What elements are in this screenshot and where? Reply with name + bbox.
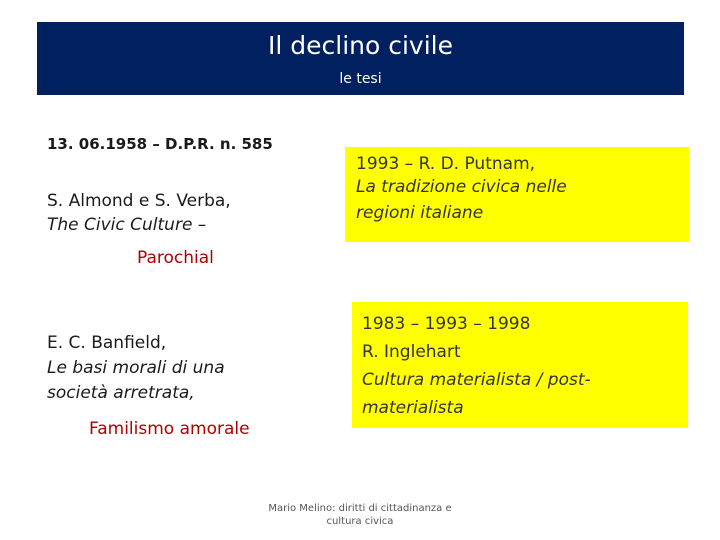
putnam-box <box>345 147 689 242</box>
banfield-book-line2: società arretrata, <box>47 383 195 403</box>
slide-subtitle: le tesi <box>339 71 382 87</box>
putnam-line1: 1993 – R. D. Putnam, <box>356 154 536 174</box>
inglehart-line4: materialista <box>362 398 464 418</box>
slide-footer <box>255 502 465 528</box>
almond-concept: Parochial <box>137 248 214 268</box>
inglehart-line1: 1983 – 1993 – 1998 <box>362 314 531 334</box>
banfield-book-line1: Le basi morali di una <box>47 358 225 378</box>
inglehart-line2: R. Inglehart <box>362 342 461 362</box>
putnam-line3: regioni italiane <box>356 203 484 223</box>
title-banner <box>37 22 684 95</box>
inglehart-box <box>352 302 688 428</box>
almond-authors: S. Almond e S. Verba, <box>47 191 231 211</box>
decree-line: 13. 06.1958 – D.P.R. n. 585 <box>47 135 273 153</box>
inglehart-line3: Cultura materialista / post- <box>362 370 591 390</box>
almond-book: The Civic Culture – <box>47 215 207 235</box>
banfield-author: E. C. Banfield, <box>47 333 167 353</box>
banfield-concept: Familismo amorale <box>89 419 250 439</box>
footer-line1: Mario Melino: diritti di cittadinanza e <box>268 503 452 514</box>
putnam-line2: La tradizione civica nelle <box>356 177 567 197</box>
slide-title: Il declino civile <box>268 31 453 60</box>
footer-line2: cultura civica <box>326 516 394 527</box>
